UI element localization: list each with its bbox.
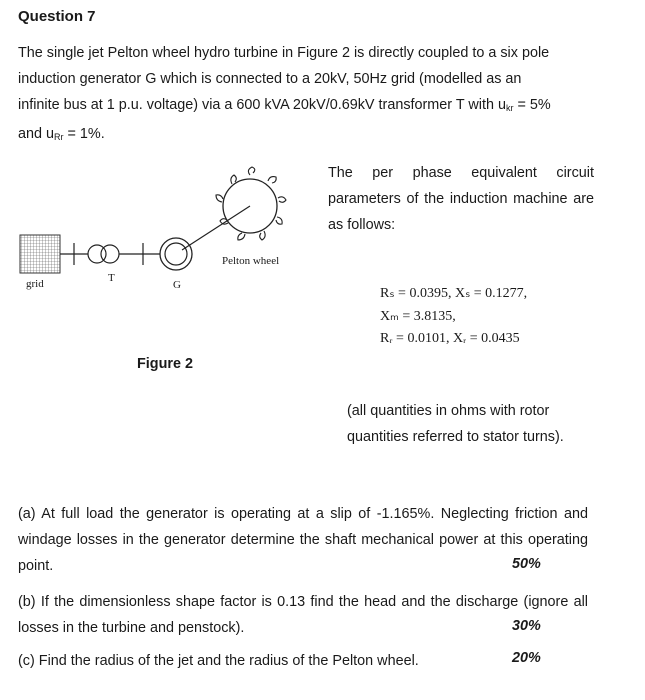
figure-caption: Figure 2 (137, 356, 193, 372)
label-grid: grid (26, 278, 44, 290)
part-c-percent: 20% (512, 650, 541, 666)
param-line-3: Rᵣ = 0.0101, Xᵣ = 0.0435 (380, 331, 520, 346)
label-transformer: T (108, 272, 115, 284)
part-a-text: (a) At full load the generator is operating at a slip of -1.165%. Neglecting friction and windage losses in the generator determine the shaft mechanical power at this operating point. (18, 506, 588, 574)
grid-symbol (20, 235, 60, 273)
part-b (18, 589, 588, 641)
label-pelton-wheel: Pelton wheel (222, 255, 280, 267)
params-intro: The per phase equivalent circuit parameters of the induction machine are as follows: (328, 165, 594, 233)
label-generator: G (173, 279, 181, 291)
generator-inner (165, 243, 187, 265)
part-c-text: (c) Find the radius of the jet and the radius of the Pelton wheel. (18, 653, 419, 669)
intro-line-3: infinite bus at 1 p.u. voltage) via a 600 kVA 20kV/0.69kV transformer T with $u_{kr} = 5\%$ (18, 97, 551, 113)
intro-line-2: induction generator G which is connected to a 20kV, 50Hz grid (modelled as an (18, 71, 522, 87)
transformer-winding-2 (101, 245, 119, 263)
pelton-buckets (216, 167, 286, 240)
param-line-2: Xₘ = 3.8135, (380, 309, 456, 324)
question-title: Question 7 (18, 8, 96, 25)
part-b-text: (b) If the dimensionless shape factor is 0.13 find the head and the discharge (ignore all losses in the turbine and penstock). (18, 594, 588, 636)
params-note: (all quantities in ohms with rotor quantities referred to stator turns). (347, 403, 564, 445)
part-b-percent: 30% (512, 618, 541, 634)
intro-line-4: and $u_{Rr} = 1\%$. (18, 126, 105, 142)
part-a-percent: 50% (512, 556, 541, 572)
part-a (18, 501, 588, 579)
shaft (182, 206, 250, 250)
intro-line-1: The single jet Pelton wheel hydro turbine in Figure 2 is directly coupled to a six pole (18, 45, 550, 61)
part-c (18, 648, 588, 674)
param-line-1: Rₛ = 0.0395, Xₛ = 0.1277, (380, 286, 528, 301)
